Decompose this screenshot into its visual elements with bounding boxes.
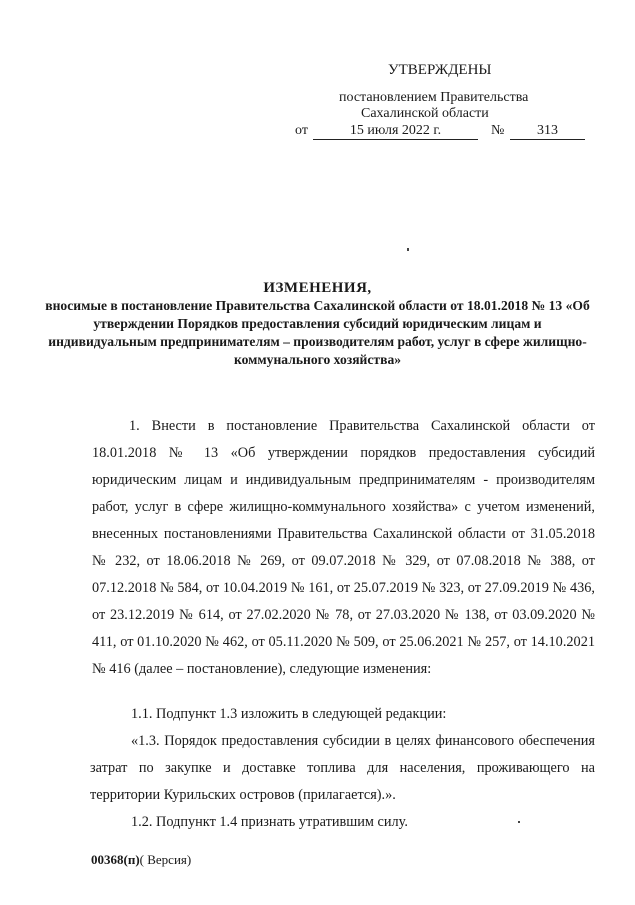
approved-label: УТВЕРЖДЕНЫ xyxy=(388,62,492,78)
scan-speck xyxy=(407,248,409,251)
decree-date: 15 июля 2022 г. xyxy=(313,123,478,140)
document-code: 00368(п) xyxy=(91,852,140,867)
decree-number: 313 xyxy=(510,123,585,140)
decree-line-1: постановлением Правительства xyxy=(339,90,529,105)
date-prefix: от xyxy=(295,123,308,138)
paragraph-1: 1. Внести в постановление Правительства Сахалинской области от 18.01.2018 № 13 «Об утверждении порядков предоставления субсидий юридическим лицам и индивидуальным предпринимателям - производителям работ, услуг в сфере жилищно-коммунального хозяйства» с учетом изменений, внесенных постановлениями Правительства Сахалинской области от 31.05.2018 № 232, от 18.06.2018 № 269, от 09.07.2018 № 329, от 07.08.2018 № 388, от 07.12.2018 № 584, от 10.04.2019 № 161, от 25.07.2019 № 323, от 27.09.2019 № 436, от 23.12.2019 № 614, от 27.02.2020 № 78, от 27.03.2020 № 138, от 03.09.2020 № 411, от 01.10.2020 № 462, от 05.11.2020 № 509, от 25.06.2021 № 257, от 14.10.2021 № 416 (далее – постановление), следующие изменения: xyxy=(92,418,595,677)
document-title: ИЗМЕНЕНИЯ, xyxy=(263,280,372,296)
paragraph-1-1: 1.1. Подпункт 1.3 изложить в следующей редакции: xyxy=(131,706,447,722)
decree-line-2: Сахалинской области xyxy=(361,106,489,121)
paragraph-1-2: 1.2. Подпункт 1.4 признать утратившим силу. xyxy=(131,814,408,830)
document-version: ( Версия) xyxy=(139,852,192,867)
paragraph-1-3-text: «1.3. Порядок предоставления субсидии в целях финансового обеспечения затрат по закупке и доставке топлива для населения, проживающего на территории Курильских островов (прилагается).». xyxy=(90,733,595,803)
document-subtitle: вносимые в постановление Правительства Сахалинской области от 18.01.2018 № 13 «Об утверждении Порядков предоставления субсидий юридическим лицам и индивидуальным предпринимателям – производителям работ, услуг в сфере жилищно-коммунального хозяйства» xyxy=(45,298,590,367)
decree-date-line xyxy=(295,123,595,143)
scan-speck xyxy=(518,821,520,823)
document-footer xyxy=(91,852,191,868)
number-label: № xyxy=(491,123,505,138)
